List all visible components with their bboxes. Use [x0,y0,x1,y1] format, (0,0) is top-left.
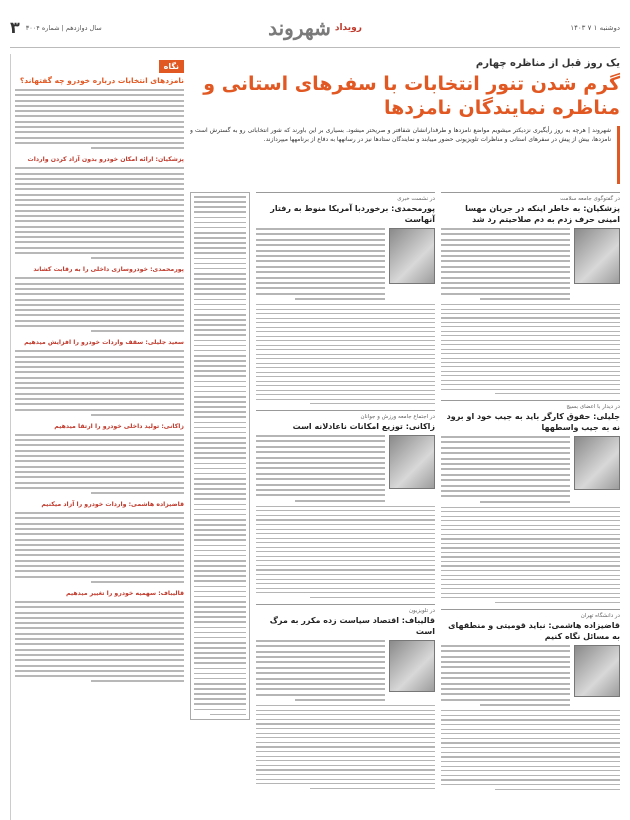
sidebar-text [15,601,184,682]
article-title: جلیلی: حقوق کارگر باید به جیب خود او برود نه به جیب واسطهها [446,412,620,433]
article-text-continued [441,304,620,394]
sidebar-text [15,434,184,494]
newspaper-logo [268,16,362,40]
sidebar-text [15,512,184,583]
article-kicker: در تلویزیون [408,607,435,614]
article-kicker: در گفتوگوی جامعه سلامت [560,196,620,202]
article-kicker: در نشست خبری [397,196,435,202]
sidebar-column [10,54,184,820]
sidebar-header: نگاه [159,60,184,73]
sidebar-subhead: سعید جلیلی: سقف واردات خودرو را افزایش میدهیم [24,339,184,347]
lead-paragraph: شهروند | هرچه به روز رأیگیری نزدیکتر میشویم مواضع نامزدها و طرفدارانشان شفافتر و صریحتر میشود. بسیاری بر این باورند که شور انتخاباتی رو به گسترش است و نامزدها، بیش از پیش در سفرهای استانی و مناظرات تلویزیونی حضور مییابند و نمایندگان ستادها نیز در رسانهها به دفاع از برنامهها میپردازند. [190,126,620,184]
portrait-photo [389,228,435,284]
article-title: قاضیزاده هاشمی: نباید قومیتی و منطقهای به مسائل نگاه کنیم [448,620,620,641]
sidebar-text [15,167,184,259]
article-text [256,640,385,701]
article-pourmohammadi [256,192,435,404]
article-kicker: در دانشگاه تهران [580,612,620,619]
article-zakani [256,410,435,598]
articles-column-middle [256,192,435,820]
article-text-continued [256,705,435,789]
sidebar-subhead: زاکانی: تولید داخلی خودرو را ارتقا میدهیم [54,422,184,430]
article-ghazizadeh [441,609,620,790]
portrait-photo [574,645,620,697]
article-title: قالیباف: اقتصاد سیاست زده مکرر به مرگ است [269,615,435,636]
logo-section-label: رویداد [334,22,362,33]
main-area [190,54,620,820]
sidebar-text [15,89,184,149]
sidebar-subhead: قاضیزاده هاشمی: واردات خودرو را آزاد میکنیم [41,501,184,509]
sidebar-title: نامزدهای انتخابات درباره خودرو چه گفتهاند؟ [19,76,184,85]
masthead [10,8,620,48]
article-text [441,645,570,706]
sidebar-subhead: قالیباف: سهمیه خودرو را تغییر میدهیم [65,589,184,597]
sidebar-text [15,350,184,416]
issue-date: دوشنبه ۱ ۷ ۱۴۰۳ [570,23,620,32]
article-text [256,435,385,502]
main-headline: گرم شدن تنور انتخابات با سفرهای استانی و مناظره نمایندگان نامزدها [203,73,620,119]
article-title: پزشکیان: به خاطر اینکه در جریان مهسا امینی حرف زدم به دم صلاحیتم رد شد [465,204,620,224]
narrow-text [194,196,246,716]
articles-grid [190,192,620,820]
portrait-photo [574,228,620,284]
article-kicker: در اجتماع جامعه ورزش و جوانان [360,414,435,421]
portrait-photo [389,435,435,489]
article-ghalibaf [256,604,435,789]
issue-number: سال دوازدهم | شماره ۳۰۰۴ [25,23,102,32]
article-text [256,228,385,300]
narrow-text-box [190,192,250,720]
article-text-continued [256,304,435,404]
page-number: ۳ [10,18,20,37]
articles-column-right [441,192,620,820]
articles-column-narrow [190,192,250,820]
article-jalili [441,400,620,603]
sidebar-subhead: پورمحمدی: خودروسازی داخلی را به رقابت کشاند [33,266,184,274]
masthead-left [10,18,170,37]
sidebar-subhead: پزشکیان: ارائه امکان خودرو بدون آزاد کردن واردات [27,156,184,164]
article-text-continued [441,507,620,603]
article-title: زاکانی: توزیع امکانات ناعادلانه است [292,422,435,432]
sidebar-text [15,277,184,332]
article-kicker: در دیدار با اعضای بسیج [566,404,620,411]
article-text-continued [441,710,620,790]
article-text [441,228,570,300]
headline-kicker: یک روز قبل از مناظره چهارم [475,58,620,69]
portrait-photo [389,640,435,692]
portrait-photo [574,436,620,490]
article-text [441,436,570,503]
article-pezeshkian [441,192,620,394]
article-title: پورمحمدی: برخوردبا آمریکا منوط به رفتار آنهاست [270,204,435,224]
logo-wordmark: شهروند [268,15,331,40]
article-text-continued [256,506,435,598]
